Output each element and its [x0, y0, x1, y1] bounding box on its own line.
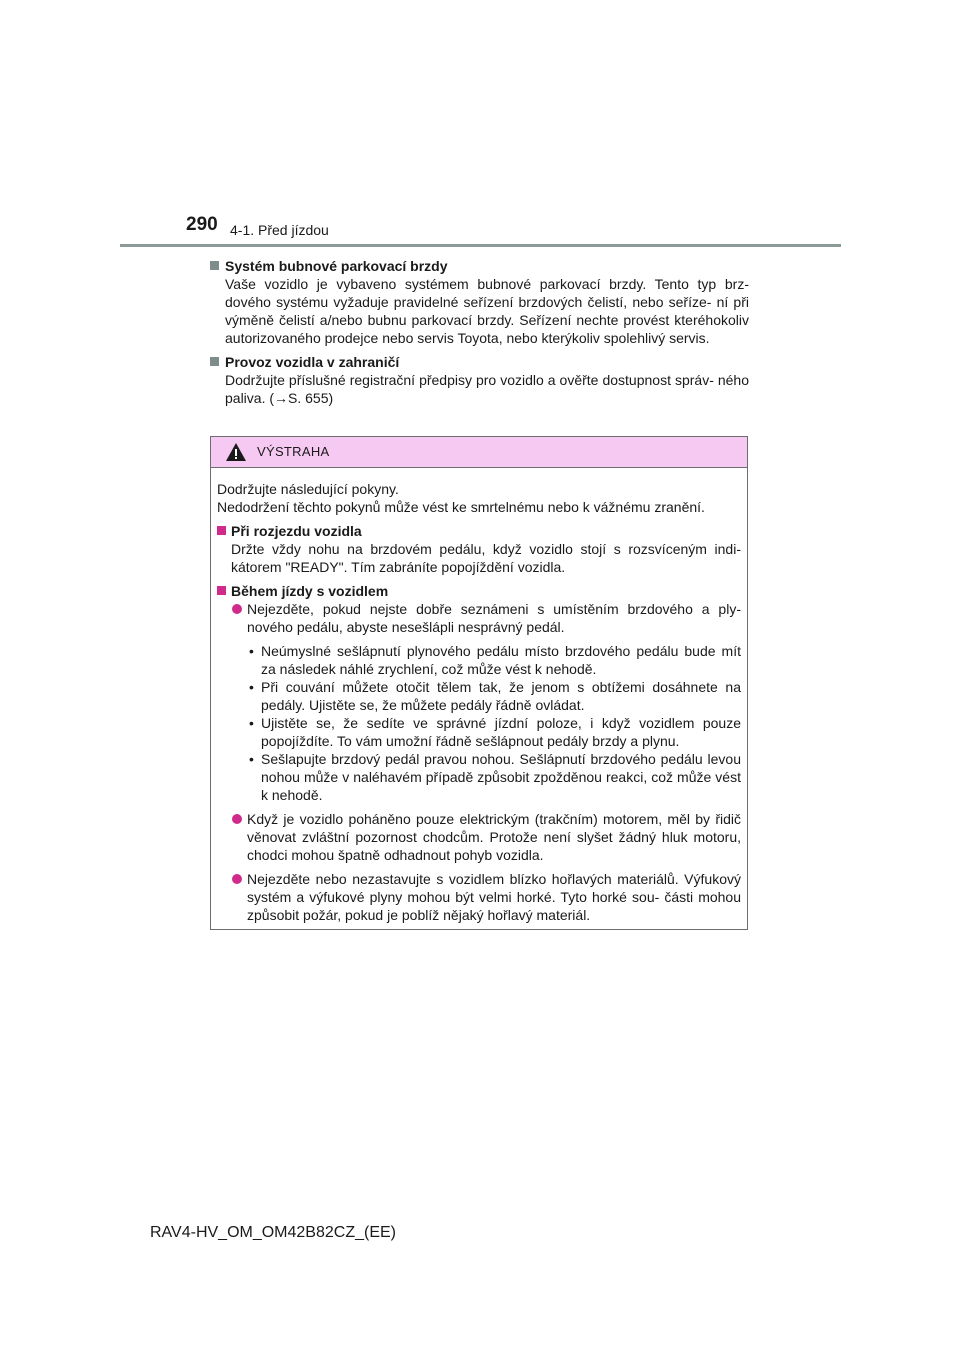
- warning-subheading-text: Během jízdy s vozidlem: [231, 583, 389, 599]
- list-item: • Neúmyslné sešlápnutí plynového pedálu místo brzdového pedálu bude mít za následek náhlé zrychlení, což může vést k nehodě.: [249, 643, 741, 677]
- warning-body: [211, 468, 747, 924]
- main-content: [209, 255, 749, 413]
- list-item: • Ujistěte se, že sedíte ve správné jízdní poloze, i když vozidlem pouze popojíždíte. To vám umožní řádně sešlápnout pedály brzdy a plynu.: [249, 715, 741, 749]
- section-heading: [209, 257, 749, 275]
- square-bullet-icon: [217, 526, 226, 535]
- warning-bullet-list: [217, 642, 741, 804]
- warning-item-text: Když je vozidlo poháněno pouze elektrickým (trakčním) motorem, měl by řidič věnovat zvláštní pozornost chodcům. Protože není slyšet žádný hluk motoru, chodci mohou špatně odhadnout pohyb vozidla.: [247, 811, 741, 863]
- section-heading: [209, 353, 749, 371]
- warning-box: [210, 436, 748, 930]
- warning-item-text: Nejezděte, pokud nejste dobře seznámeni s umístěním brzdového a ply- nového pedálu, abyste nesešlápli nesprávný pedál.: [247, 601, 741, 635]
- warning-subheading: [217, 522, 741, 540]
- warning-subheading: [217, 582, 741, 600]
- square-bullet-icon: [210, 261, 219, 270]
- list-item-text: Sešlapujte brzdový pedál pravou nohou. Sešlápnutí brzdového pedálu levou nohou může v naléhavém případě způsobit zpožděnou reakci, což může vést k nehodě.: [261, 751, 741, 803]
- warning-item-text: Nejezděte nebo nezastavujte s vozidlem blízko hořlavých materiálů. Výfukový systém a výfukové plyny mohou být velmi horké. Tyto horké sou- části mohou způsobit požár, pokud je poblíž nějaký hořlavý materiál.: [247, 871, 741, 923]
- list-item: • Sešlapujte brzdový pedál pravou nohou. Sešlápnutí brzdového pedálu levou nohou může v naléhavém případě způsobit zpožděnou reakci, což může vést k nehodě.: [249, 751, 741, 803]
- list-item-text: Ujistěte se, že sedíte ve správné jízdní poloze, i když vozidlem pouze popojíždíte. To vám umožní řádně sešlápnout pedály brzdy a plynu.: [261, 715, 741, 749]
- list-item-text: Při couvání můžete otočit tělem tak, že jenom s obtížemi dosáhnete na pedály. Ujistěte se, že můžete pedály řádně ovládat.: [261, 679, 741, 713]
- header-divider: [120, 244, 841, 247]
- section-paragraph: Vaše vozidlo je vybaveno systémem bubnové parkovací brzdy. Tento typ brz- dového systému vyžaduje pravidelné seřízení brzdových čelistí, nebo seříze- ní při výměně čelistí a/nebo bubnu parkovací brzdy. Seřízení nechte provést kteréhokoliv autorizovaného prodejce nebo servis Toyota, nebo kterýkoliv spolehlivý servis.: [225, 276, 749, 346]
- warning-title: VÝSTRAHA: [257, 444, 330, 459]
- square-bullet-icon: [210, 357, 219, 366]
- circle-bullet-icon: [232, 814, 242, 824]
- warning-intro-line: Nedodržení těchto pokynů může vést ke smrtelnému nebo k vážnému zranění.: [217, 499, 705, 515]
- section-heading-text: Systém bubnové parkovací brzdy: [225, 258, 448, 274]
- warning-intro: [217, 480, 741, 516]
- warning-subheading-text: Při rozjezdu vozidla: [231, 523, 362, 539]
- warning-paragraph: Držte vždy nohu na brzdovém pedálu, když vozidlo stojí s rozsvíceným indi- kátorem "READY". Tím zabráníte popojíždění vozidla.: [231, 541, 741, 575]
- circle-bullet-icon: [232, 874, 242, 884]
- warning-item: [217, 600, 741, 636]
- warning-triangle-icon: [225, 442, 247, 462]
- warning-intro-line: Dodržujte následující pokyny.: [217, 481, 399, 497]
- list-item-text: Neúmyslné sešlápnutí plynového pedálu místo brzdového pedálu bude mít za následek náhlé zrychlení, což může vést k nehodě.: [261, 643, 741, 677]
- section-paragraph: Dodržujte příslušné registrační předpisy pro vozidlo a ověřte dostupnost správ- ného paliva. (→S. 655): [225, 372, 749, 406]
- warning-item: [217, 810, 741, 864]
- circle-bullet-icon: [232, 604, 242, 614]
- warning-header: [211, 437, 747, 468]
- warning-item: [217, 870, 741, 924]
- section-heading-text: Provoz vozidla v zahraničí: [225, 354, 400, 370]
- square-bullet-icon: [217, 586, 226, 595]
- section-title: 4-1. Před jízdou: [230, 222, 329, 238]
- document-code: RAV4-HV_OM_OM42B82CZ_(EE): [150, 1224, 396, 1241]
- page-number: 290: [186, 214, 218, 235]
- list-item: • Při couvání můžete otočit tělem tak, že jenom s obtížemi dosáhnete na pedály. Ujistěte se, že můžete pedály řádně ovládat.: [249, 679, 741, 713]
